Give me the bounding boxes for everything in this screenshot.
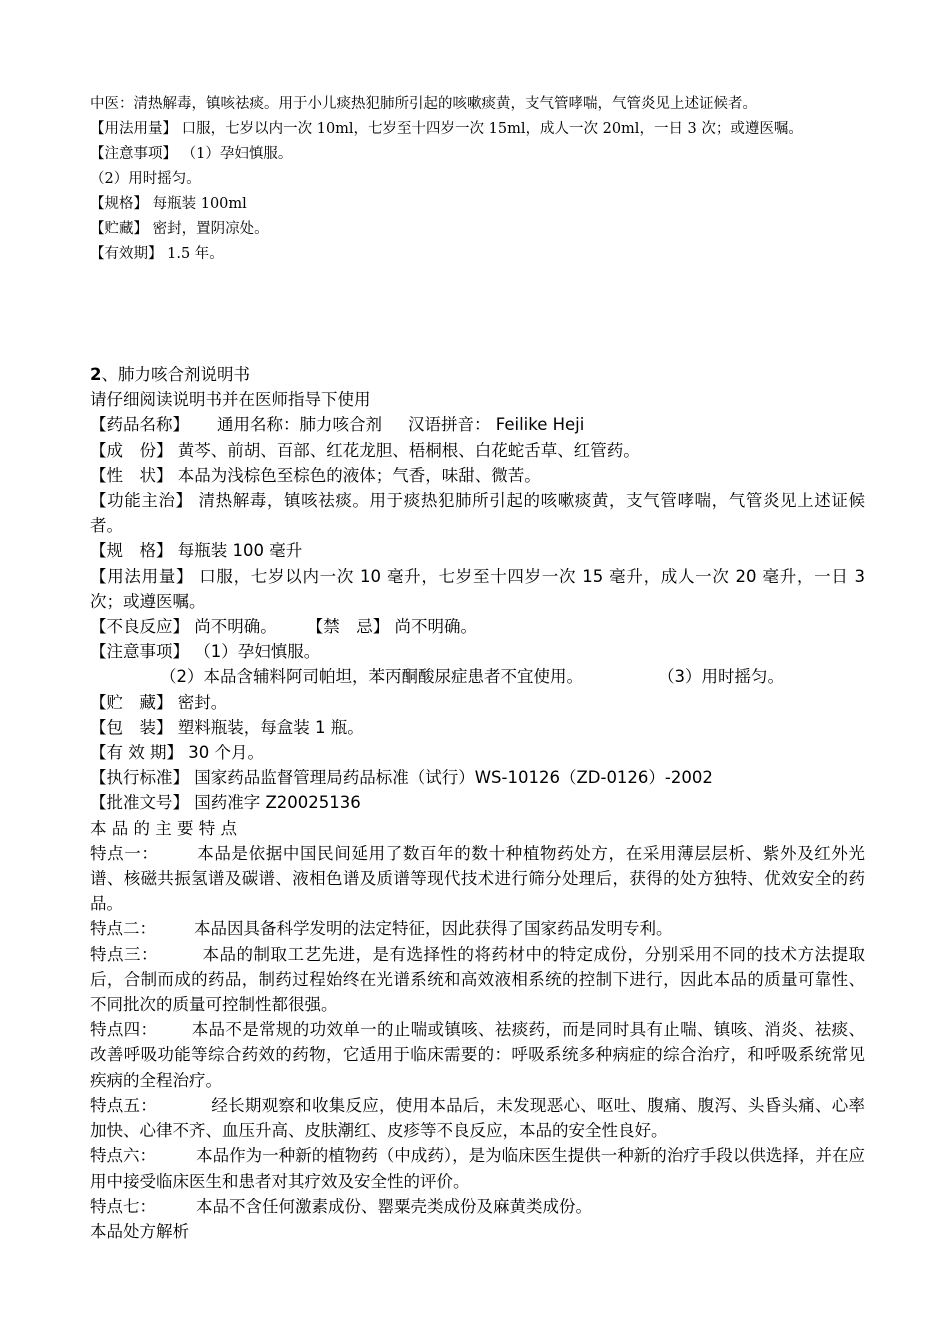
heading-number: 2 [90, 365, 102, 384]
precautions-line: 【注意事项】 （1）孕妇慎服。 [90, 642, 321, 662]
feature-item: 特点四： 本品不是常规的功效单一的止喘或镇咳、祛痰药，而是同时具有止喘、镇咳、消炎、祛痰、改善呼吸功能等综合药效的药物，它适用于临床需要的：呼吸系统多种病症的综合治疗，和呼吸系统常见疾病的全程治疗。 [90, 1020, 866, 1090]
spec-line: 【规格】 每瓶装 100ml [90, 196, 247, 212]
approval-line: 【批准文号】 国药准字 Z20025136 [90, 793, 361, 813]
feature-item: 特点二： 本品因具备科学发明的法定特征，因此获得了国家药品发明专利。 [90, 919, 673, 939]
drug-name-line [90, 412, 865, 437]
adverse-reactions: 【不良反应】 尚不明确。 [90, 617, 277, 637]
drug-pinyin: 汉语拼音： Feilike Heji [408, 415, 585, 435]
tcm-indication: 中医：清热解毒，镇咳祛痰。用于小儿痰热犯肺所引起的咳嗽痰黄，支气管哮喘，气管炎见上述证候者。 [90, 96, 757, 112]
analysis-title: 本品处方解析 [90, 1221, 189, 1241]
storage-line: 【贮 藏】 密封。 [90, 692, 228, 712]
section-heading [90, 362, 865, 387]
spec-line: 【规 格】 每瓶装 100 毫升 [90, 541, 303, 561]
precautions-item-2: （2）用时摇匀。 [90, 171, 201, 187]
package-line: 【包 装】 塑料瓶装，每盒装 1 瓶。 [90, 717, 364, 737]
feature-item: 特点六： 本品作为一种新的植物药（中成药），是为临床医生提供一种新的治疗手段以供选择，并在应用中接受临床医生和患者对其疗效及安全性的评价。 [90, 1146, 866, 1191]
dosage-line: 【用法用量】 口服，七岁以内一次 10 毫升，七岁至十四岁一次 15 毫升，成人一次 20 毫升，一日 3 次；或遵医嘱。 [90, 566, 865, 611]
validity-line: 【有效期】 1.5 年。 [90, 246, 224, 262]
ingredients-line: 【成 份】 黄芩、前胡、百部、红花龙胆、梧桐根、白花蛇舌草、红管药。 [90, 440, 640, 460]
dosage-line: 【用法用量】 口服，七岁以内一次 10ml，七岁至十四岁一次 15ml，成人一次 20ml，一日 3 次；或遵医嘱。 [90, 121, 803, 137]
previous-drug-instructions [90, 92, 865, 267]
drug-name-label: 【药品名称】 [90, 415, 189, 435]
usage-notice: 请仔细阅读说明书并在医师指导下使用 [90, 390, 371, 410]
feature-item: 特点一： 本品是依据中国民间延用了数百年的数十种植物药处方，在采用薄层层析、紫外及红外光谱、核磁共振氢谱及碳谱、液相色谱及质谱等现代技术进行筛分处理后，获得的处方独特、优效安全的药品。 [90, 843, 866, 914]
precautions-item-3: （3）用时摇匀。 [658, 667, 784, 687]
feature-item: 特点三： 本品的制取工艺先进，是有选择性的将药材中的特定成份，分别采用不同的技术方法提取后，合制而成的药品，制药过程始终在光谱系统和高效液相系统的控制下进行，因此本品的质量可靠性、不同批次的质量可控制性都很强。 [90, 944, 865, 1015]
precautions-sub-line [90, 664, 865, 689]
feilike-heji-instructions [90, 362, 865, 1244]
character-line: 【性 状】 本品为浅棕色至棕色的液体；气香，味甜、微苦。 [90, 465, 541, 485]
validity-line: 【有 效 期】 30 个月。 [90, 743, 264, 763]
adverse-contraindication-line [90, 614, 865, 639]
features-title: 本 品 的 主 要 特 点 [90, 818, 237, 838]
storage-line: 【贮藏】 密封，置阴凉处。 [90, 221, 269, 237]
precautions-item-2: （2）本品含辅料阿司帕坦，苯丙酮酸尿症患者不宜使用。 [160, 667, 583, 687]
drug-common-name: 通用名称：肺力咳合剂 [217, 415, 382, 435]
feature-item: 特点七： 本品不含任何激素成份、罂粟壳类成份及麻黄类成份。 [90, 1196, 592, 1216]
contraindications: 【禁 忌】 尚不明确。 [306, 617, 477, 637]
standard-line: 【执行标准】 国家药品监督管理局药品标准（试行）WS-10126（ZD-0126）-2002 [90, 768, 713, 788]
heading-text: 、肺力咳合剂说明书 [101, 365, 250, 384]
indications-line: 【功能主治】 清热解毒，镇咳祛痰。用于痰热犯肺所引起的咳嗽痰黄，支气管哮喘，气管炎见上述证候者。 [90, 491, 865, 536]
feature-item: 特点五： 经长期观察和收集反应，使用本品后，未发现恶心、呕吐、腹痛、腹泻、头昏头痛、心率加快、心律不齐、血压升高、皮肤潮红、皮疹等不良反应，本品的安全性良好。 [90, 1095, 866, 1141]
precautions-line: 【注意事项】 （1）孕妇慎服。 [90, 146, 293, 162]
